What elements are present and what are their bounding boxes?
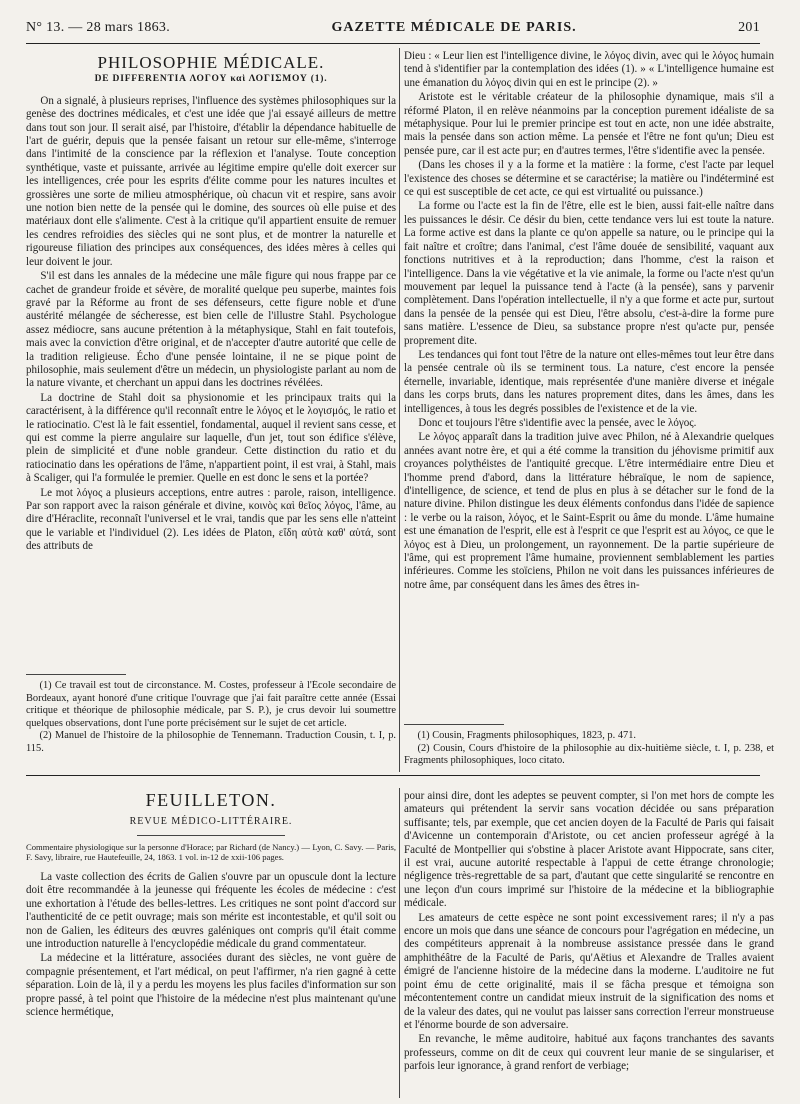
feuilleton-paragraph: En revanche, le même auditoire, habitué aux façons tranchantes des savants professeurs, comme on dit de ceux qui couvrent leur manie de se singulariser, et parfois leur ignorance, à grand renfort de verbiage;	[404, 1033, 774, 1073]
feuilleton-title: FEUILLETON.	[145, 790, 277, 810]
footnotes-right	[404, 730, 774, 770]
article-paragraph: Le mot λόγος a plusieurs acceptions, entre autres : parole, raison, intelligence. Par son rapport avec la raison générale et divine, κοινὸς καὶ θεῖος λόγος, l'âme, au dire d'Héraclite, reconnaît l'universel et le vrai, tandis que par les sens elle n'atteint que le variable et l'individuel (2). Les idées de Platon, εἴδη αὐτὰ καθ' αὑτά, sont des attributs de	[26, 486, 396, 553]
article-paragraph: (Dans les choses il y a la forme et la matière : la forme, c'est l'acte par lequel l'existence des choses se détermine et se caractérise; la matière ou l'indéterminé est ce qui est susceptible de cet acte, ce qui est virtualité ou puissance.)	[404, 159, 774, 199]
feuilleton-paragraph: Les amateurs de cette espèce ne sont point excessivement rares; il n'y a pas encore un mois que dans une séance de concours pour l'agrégation en médecine, un des compétiteurs apprenait à la nombreuse assistance pressée dans le grand amphithéâtre de la Faculté de Paris, qu'Aëtius et Alexandre de Tralles avaient émigré de l'ancienne histoire de la médecine dans la moderne. L'auditoire ne fut point ému de cette originalité, mais il se fâcha presque et témoigna son mécontentement contre un candidat mieux instruit de la signification des noms et de la valeur des dates, qui ne voulut pas laisser sans correction l'erreur monstrueuse et l'énorme bourde de son adversaire.	[404, 911, 774, 1031]
article-paragraph: Dieu : « Leur lien est l'intelligence divine, le λόγος divin, avec qui le λόγος humain tend à s'identifier par la contemplation des idées (1). » « L'intelligence humaine est une émanation du λόγος divin qui en est le principe (2). »	[404, 50, 774, 89]
article-left-column	[26, 50, 396, 670]
footnote: (1) Cousin, Fragments philosophiques, 1823, p. 471.	[417, 730, 637, 741]
footnote: (1) Ce travail est tout de circonstance. M. Costes, professeur à l'École secondaire de Bordeaux, ayant honoré d'une critique l'ouvrage que j'ai fait paraître cette année (Essai critique et théorique de philosophie médicale, par S. P.), je crus devoir lui soumettre quelques observations, dont l'une porte précisément sur le sujet de cet article.	[26, 680, 396, 729]
journal-title: GAZETTE MÉDICALE DE PARIS.	[331, 20, 577, 35]
footnote-rule	[404, 724, 504, 725]
article-right-column	[404, 50, 774, 670]
article-paragraph: La doctrine de Stahl doit sa physionomie et les principaux traits qui la caractérisent, à la différence qu'il reconnaît entre le λόγος et le λογισμός, le ratio et le ratiocinatio. C'est là le fait essentiel, fondamental, auquel il revient sans cesse, et qui est comme la pierre angulaire sur laquelle, d'un jet, tout son édifice s'élève, plein de simplicité et d'une noble grandeur. Cette distinction du ratio et du ratiocinatio dans les opérations de l'âme, n'appartient point, il est vrai, à Stahl, mais à Scaliger, qui l'a formulée le premier. Quelle en est donc le sens et la portée?	[26, 391, 396, 485]
column-divider	[399, 788, 400, 1098]
bibliographic-reference: Commentaire physiologique sur la personne d'Horace; par Richard (de Nancy.) — Lyon, C. Savy. — Paris, F. Savy, libraire, rue Hautefeuille, 24, 1863. 1 vol. in-12 de xxii-106 pages.	[26, 841, 396, 863]
feuilleton-rule	[26, 775, 760, 776]
feuilleton-left-column	[26, 790, 396, 1096]
footnote: (2) Cousin, Cours d'histoire de la philosophie au dix-huitième siècle, t. I, p. 238, et Fragments philosophiques, loco citato.	[404, 742, 774, 767]
article-paragraph: Le λόγος apparaît dans la tradition juive avec Philon, né à Alexandrie quelques années avant notre ère, et qui a été comme la transition du jéhovisme primitif aux croyances polythéistes de l'antiquité grecque. L'être intermédiaire entre Dieu et l'homme prend d'abord, dans la littérature hébraïque, le nom de sapience, d'intelligence, de science, et tend de plus en plus à se détacher sur le fond de la nature divine. Philon distingue les deux éléments confondus dans l'idée de sapience : le verbe ou la raison, λόγος, et le Saint-Esprit ou âme du monde. L'âme humaine est une émanation de l'esprit, elle est à l'esprit ce que l'esprit est au λόγος, ce que le λόγος est à Dieu, un prolongement, un rayonnement. De la partie supérieure de l'âme, qui est proprement l'âme humaine, proviennent semblablement les parties inférieures. Comme les stoïciens, Philon ne voit dans les puissances inférieures de notre âme, par conséquent dans les âmes des êtres in-	[404, 431, 774, 591]
article-title: PHILOSOPHIE MÉDICALE.	[97, 53, 325, 72]
footnote-rule	[26, 674, 126, 675]
column-divider	[399, 48, 400, 772]
header-rule	[26, 43, 760, 44]
feuilleton-right-column	[404, 790, 774, 1096]
page-header	[26, 14, 760, 42]
article-paragraph: Les tendances qui font tout l'être de la nature ont elles-mêmes tout leur être dans la pensée centrale où ils se terminent tous. La nature, c'est encore la pensée éternelle, invariable, identique, mais représentée d'une manière diverse et inégale dans les corps bruts, dans les natures proprement dites, dans les âmes, dans les intelligences, à tous les degrés possibles de l'existence et de la vie.	[404, 348, 774, 415]
article-paragraph: Aristote est le véritable créateur de la philosophie dynamique, mais s'il a réformé Platon, il en relève néanmoins par la conception purement idéaliste de sa métaphysique. Pour lui le premier principe est tout en acte, non une idée abstraite, mais la pensée dans son action même. La pensée et l'être ne font qu'un; Dieu est pensée pure, car il est acte pur; en d'autres termes, l'être s'identifie avec la pensée.	[404, 91, 774, 157]
feuilleton-paragraph: La médecine et la littérature, associées durant des siècles, ne vont guère de compagnie présentement, et l'art médical, on peut l'affirmer, n'a rien gagné à cette séparation. Loin de là, il y a perdu les moyens les plus faciles d'information sur son propre passé, à tel point que l'histoire de la médecine n'est plus maintenant qu'une science hermétique,	[26, 952, 396, 1019]
feuilleton-subtitle: REVUE MÉDICO-LITTÉRAIRE.	[129, 816, 293, 828]
feuilleton-paragraph: pour ainsi dire, dont les adeptes se peuvent compter, si l'on met hors de compte les amateurs qui prétendent la servir sans vocation décidée ou sans préparation suffisante; tels, par exemple, que cet ancien doyen de la Faculté de Paris qui faisait d'Avicenne un contemporain d'Aristote, ou cet ancien professeur agrégé à la Faculté de Montpellier qui s'obstine à placer Aristote avant Hippocrate, sans citer, il est vrai, aucune autorité respectable à l'appui de cette étrange chronologie; négligence très-regrettable de sa part, d'autant que cette singularité se rencontre en une leçon d'un cours imprimé sur l'histoire de la médecine et la bibliographie médicale.	[404, 790, 774, 910]
issue-number: N° 13. — 28 mars 1863.	[26, 20, 171, 35]
article-paragraph: On a signalé, à plusieurs reprises, l'influence des systèmes philosophiques sur la genèse des doctrines médicales, et c'est une idée que j'ai essayé ailleurs de mettre dans tout son jour. Il serait aisé, par l'histoire, d'établir la dépendance habituelle de l'art de guérir, depuis que la pensée faisant un retour sur elle-même, s'interroge dans l'intimité de la conscience par la réflexion et l'analyse. Toute conception synthétique, vaste et puissante, arrivée au légitime empire qu'elle doit exercer sur les intelligences, crée pour les esprits d'élite comme pour les natures incultes et grossières une sorte de milieu atmosphérique, où chacun vit et respire, sans avoir une notion bien nette de la pensée qui le domine, des sources où elle puise et des matériaux dont elle s'alimente. C'est à la critique qu'il appartient ensuite de remuer les cendres refroidies des siècles qui ne sont plus, et de montrer la naturelle et rigoureuse filiation des principes aux conséquences, des idées mères à celles qui leur doivent le jour.	[26, 94, 396, 268]
footnote: (2) Manuel de l'histoire de la philosophie de Tennemann. Traduction Cousin, t. I, p. 115.	[26, 730, 396, 754]
article-paragraph: La forme ou l'acte est la fin de l'être, elle est le bien, aussi fait-elle naître dans les puissances le désir. Ce désir du bien, cette tendance vers lui est toute la nature. La forme active est dans la plante ce qu'on appelle sa nature, ou le principe qui la fait naître et croître; dans l'animal, c'est l'âme douée de sensibilité, vaquant aux fonctions nutritives et à la reproduction; dans l'homme, c'est la raison et l'intelligence. Dans la vie végétative et la vie animale, la forme ou l'acte n'est qu'un mouvement par lequel la puissance tend à l'acte (à la pensée), sans y parvenir complètement. Dans l'opération intellectuelle, il n'y a que forme et acte pur, surtout dans la pensée de la pensée qui est Dieu, l'être absolu, c'est-à-dire la forme pure sans matière. L'essence de Dieu, sa substance propre n'est qu'acte pur, pensée proprement dite.	[404, 200, 774, 347]
page-number: 201	[738, 20, 760, 35]
article-paragraph: S'il est dans les annales de la médecine une mâle figure qui nous frappe par ce cachet de grandeur froide et sévère, de moralité quelque peu superbe, maintes fois gravé par la Réforme au front de ses défenseurs, cette figure noble et d'une austérité mélangée de sécheresse, est bien celle de l'illustre Stahl. Psychologue assez médiocre, sans aucune prétention à la métaphysique, Stahl en fait toutefois, mais avec la conviction d'être original, et de n'accepter d'autre autorité que celle de la tradition religieuse. Écho d'une pensée lointaine, il ne se pique point de philosophie, mais seulement d'être un médecin, un physiologiste parlant au nom de la nature vivante, et cherchant un appui dans les doctrines révélées.	[26, 270, 396, 390]
article-paragraph: Donc et toujours l'être s'identifie avec la pensée, avec le λόγος.	[418, 416, 697, 429]
feuilleton-paragraph: La vaste collection des écrits de Galien s'ouvre par un opuscule dont la lecture doit être recommandée à la jeunesse qui fréquente les écoles de médecine : c'est une exhortation à l'étude des belles-lettres. Les critiques ne sont point d'accord sur l'authenticité de ce petit ouvrage; mais son mérite est incontestable, et qu'il soit ou non de Galien, les éditeurs des œuvres galéniques ont compris qu'il était comme une introduction naturelle à l'encyclopédie médicale du grand commentateur.	[26, 871, 396, 951]
article-subtitle: DE DIFFERENTIA ΛΟΓΟΥ καὶ ΛΟΓΙΣΜΟΥ (1).	[94, 74, 328, 85]
subtitle-rule	[137, 835, 285, 836]
footnotes-left	[26, 680, 396, 766]
